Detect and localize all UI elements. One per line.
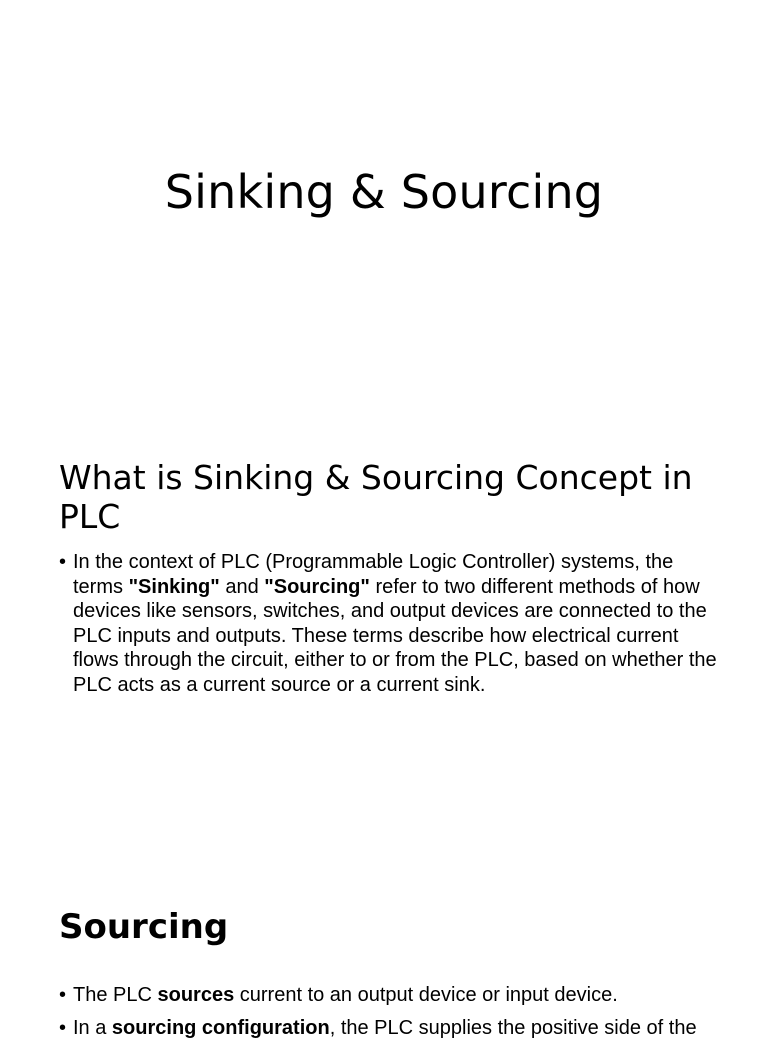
bullet-text: In a — [73, 1016, 112, 1039]
bold-term-sourcing: "Sourcing" — [264, 575, 370, 598]
bullet-icon: • — [59, 551, 67, 573]
list-item — [59, 550, 719, 697]
concept-bullet-list — [59, 550, 719, 705]
bullet-icon: • — [59, 1016, 67, 1039]
bullet-text: , the PLC supplies the positive side of the — [329, 1016, 697, 1039]
bold-term-sinking: "Sinking" — [128, 575, 220, 598]
bullet-text: The PLC — [73, 984, 158, 1006]
list-item — [59, 1016, 719, 1041]
bullet-text: In the context of PLC (Programmable Logic Controller) systems, the terms — [73, 551, 674, 598]
slide-title: Sinking & Sourcing — [164, 165, 604, 219]
bullet-text: and — [219, 575, 265, 598]
bullet-text: refer to two different methods of how devices like sensors, switches, and output devices are connected to the PLC inputs and outputs. These terms describe how electrical current flows through the circuit, either to or from the PLC, based on whether the PLC acts as a current source or a current sink. — [73, 575, 717, 696]
sourcing-bullet-list — [59, 983, 719, 1048]
bold-term: sourcing configuration — [111, 1016, 330, 1039]
section-heading-concept: What is Sinking & Sourcing Concept in PLC — [59, 458, 693, 536]
bold-term: sources — [157, 984, 235, 1006]
bullet-icon: • — [59, 984, 67, 1006]
bullet-text: current to an output device or input device. — [234, 984, 618, 1006]
list-item — [59, 983, 719, 1008]
section-heading-sourcing: Sourcing — [59, 907, 229, 947]
